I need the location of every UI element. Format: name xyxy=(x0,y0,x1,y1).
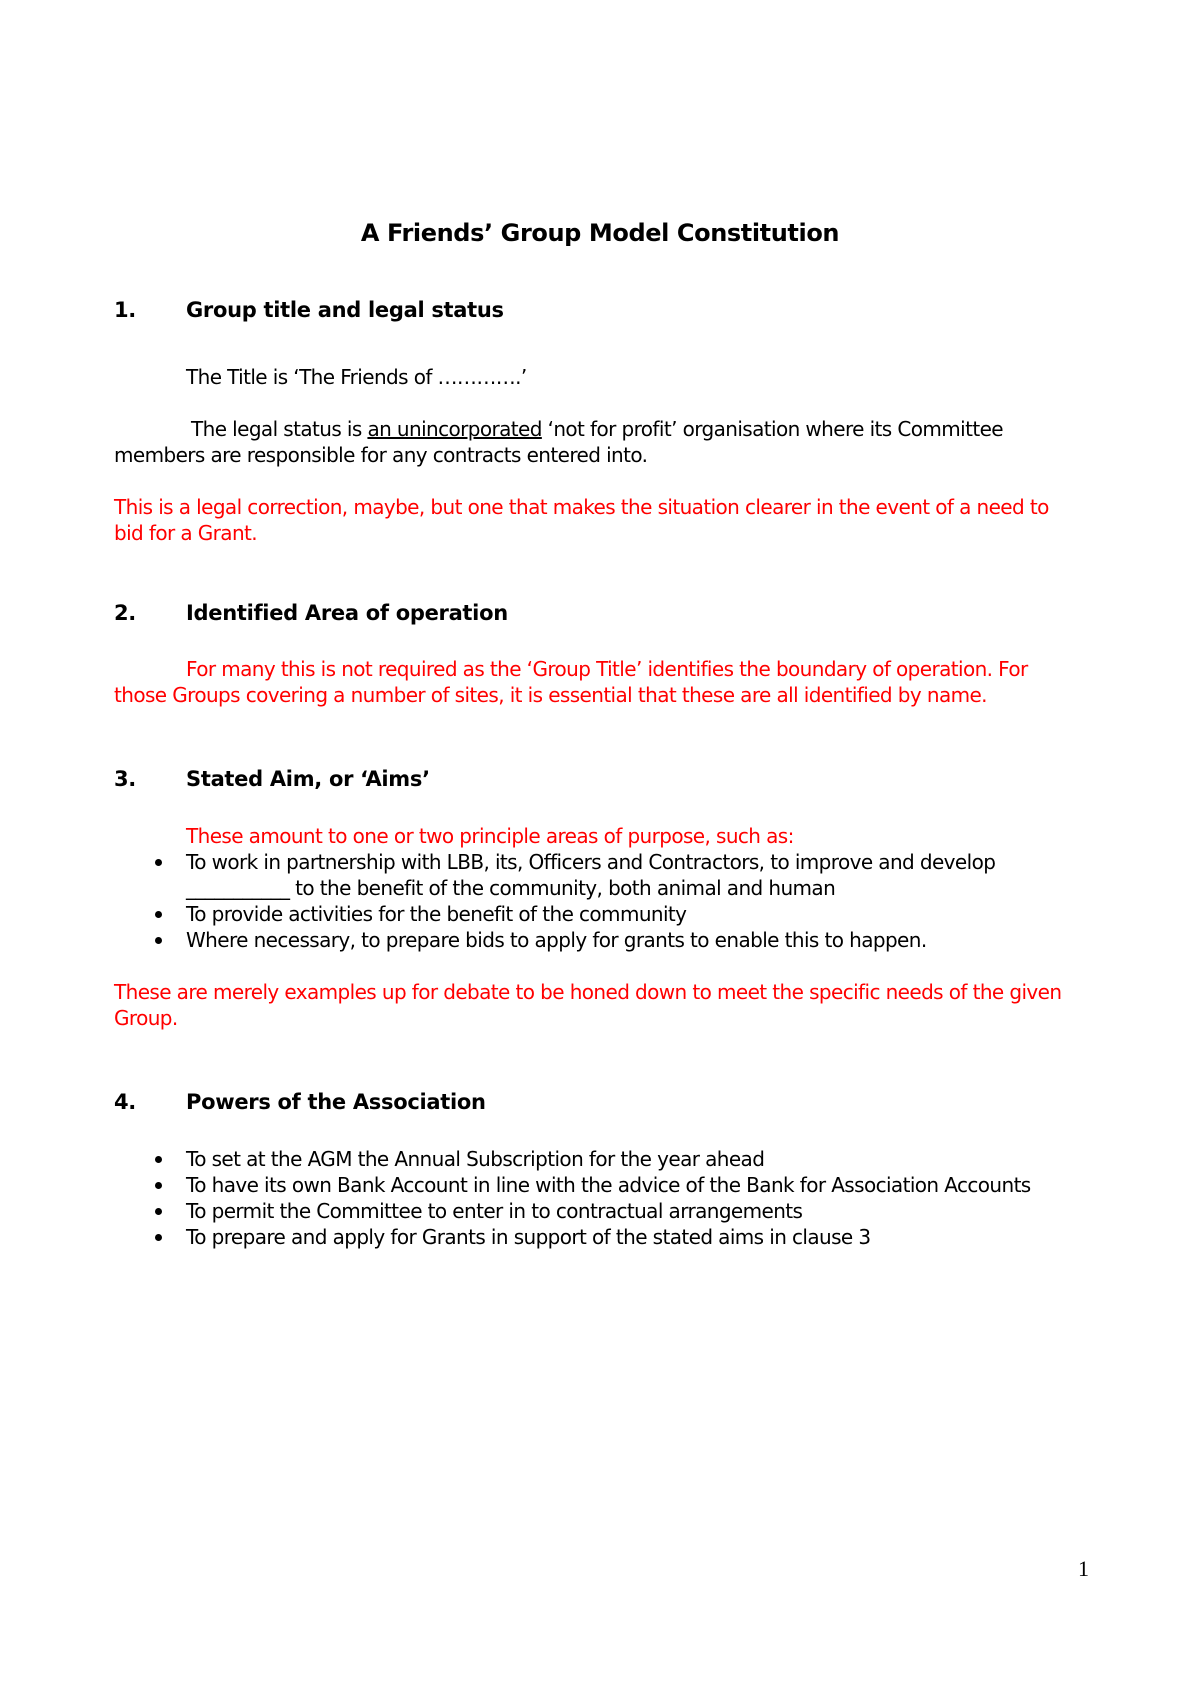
power-2-text: To have its own Bank Account in line with the advice of the Bank for Association Accounts xyxy=(186,1173,1031,1197)
legal-status-text-end: ‘not for profit’ organisation where its Committee xyxy=(541,417,1003,441)
section-1-note-line-1: This is a legal correction, maybe, but one that makes the situation clearer in the event of a need to xyxy=(114,495,1049,519)
aim-3-text: Where necessary, to prepare bids to apply for grants to enable this to happen. xyxy=(186,928,927,952)
powers-list-item xyxy=(114,1198,1104,1224)
legal-status-line-1 xyxy=(114,416,1104,442)
page-number: 1 xyxy=(1078,1556,1089,1581)
aims-list-item xyxy=(114,849,1104,901)
section-1-number: 1. xyxy=(114,298,136,322)
section-4-title: Powers of the Association xyxy=(186,1090,486,1114)
aim-2-text: To provide activities for the benefit of the community xyxy=(186,902,687,926)
bullet-icon xyxy=(155,937,162,944)
legal-status-text-start: The legal status is xyxy=(191,417,368,441)
aims-list xyxy=(114,849,1104,953)
bullet-icon xyxy=(155,1182,162,1189)
power-4-text: To prepare and apply for Grants in support of the stated aims in clause 3 xyxy=(186,1225,871,1249)
section-3-note xyxy=(114,979,1104,1031)
power-1-text: To set at the AGM the Annual Subscription for the year ahead xyxy=(186,1147,765,1171)
legal-status-line-2: members are responsible for any contracts entered into. xyxy=(114,443,648,467)
section-3-note-line-2: Group. xyxy=(114,1006,178,1030)
legal-status-underlined: an unincorporated xyxy=(367,417,542,441)
section-3-number: 3. xyxy=(114,767,136,791)
bullet-icon xyxy=(155,1156,162,1163)
powers-list-item xyxy=(114,1146,1104,1172)
section-3-note-line-1: These are merely examples up for debate to be honed down to meet the specific needs of the given xyxy=(114,980,1062,1004)
document-title: A Friends’ Group Model Constitution xyxy=(360,219,840,247)
bullet-icon xyxy=(155,1208,162,1215)
powers-list-item xyxy=(114,1224,1104,1250)
bullet-icon xyxy=(155,911,162,918)
section-2-title: Identified Area of operation xyxy=(186,601,508,625)
section-2-note-line-2: those Groups covering a number of sites, it is essential that these are all identified by name. xyxy=(114,683,987,707)
legal-status-paragraph xyxy=(114,416,1104,468)
section-1-note-line-2: bid for a Grant. xyxy=(114,521,258,545)
powers-list xyxy=(114,1146,1104,1250)
section-2-number: 2. xyxy=(114,601,136,625)
section-1-heading xyxy=(114,296,504,324)
section-2-note-line-1: For many this is not required as the ‘Group Title’ identifies the boundary of operation. For xyxy=(186,657,1028,681)
section-2-note xyxy=(114,656,1104,708)
aim-1-line-2: ___________ to the benefit of the community, both animal and human xyxy=(186,876,836,900)
section-4-number: 4. xyxy=(114,1090,136,1114)
section-3-title: Stated Aim, or ‘Aims’ xyxy=(186,767,430,791)
aims-list-item xyxy=(114,927,1104,953)
powers-list-item xyxy=(114,1172,1104,1198)
section-4-heading xyxy=(114,1088,486,1116)
power-3-text: To permit the Committee to enter in to contractual arrangements xyxy=(186,1199,803,1223)
bullet-icon xyxy=(155,1234,162,1241)
aims-intro: These amount to one or two principle areas of purpose, such as: xyxy=(186,824,794,848)
section-1-title: Group title and legal status xyxy=(186,298,504,322)
section-3-heading xyxy=(114,765,430,793)
section-2-heading xyxy=(114,599,508,627)
aim-1-line-1: To work in partnership with LBB, its, Officers and Contractors, to improve and develop xyxy=(186,850,996,874)
group-title-line: The Title is ‘The Friends of ………….’ xyxy=(186,365,527,389)
aims-list-item xyxy=(114,901,1104,927)
bullet-icon xyxy=(155,859,162,866)
section-1-note xyxy=(114,494,1104,546)
